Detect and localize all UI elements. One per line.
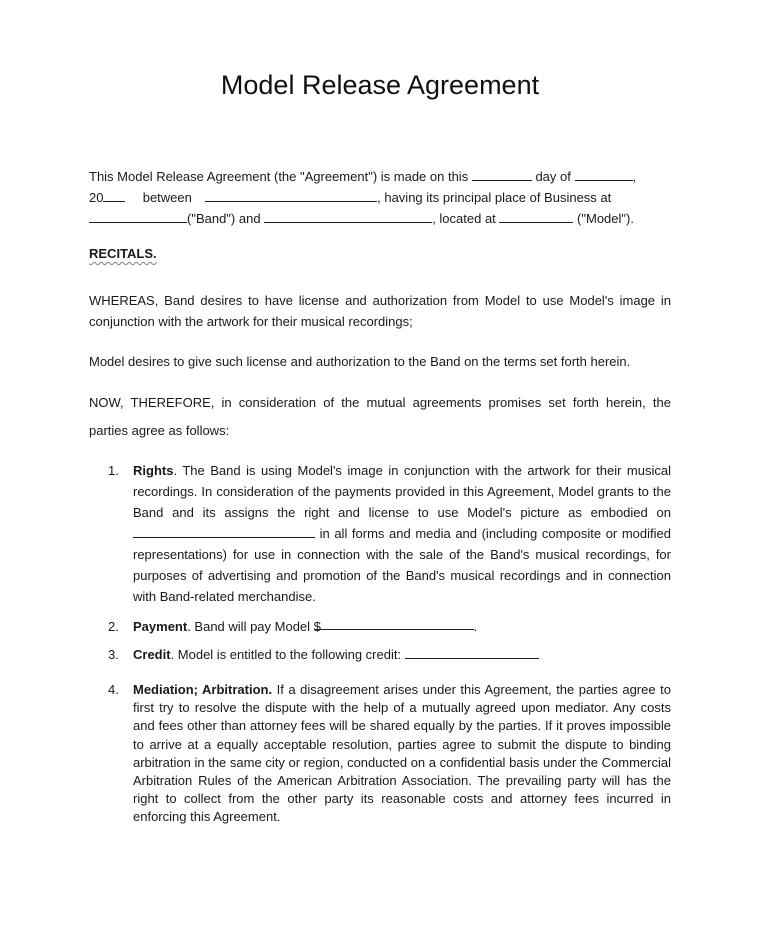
currency-symbol: $ bbox=[313, 619, 321, 634]
model-name-blank[interactable] bbox=[264, 209, 432, 223]
item-text-continued: in all forms and media and (including composite or modified representations) for use in connection with the sale of the Band's musical recordings, for purposes of advertising and promotion of the Band's musical recordings and in connection with Band-related merchandise. bbox=[133, 526, 671, 604]
item-text: . The Band is using Model's image in conjunction with the artwork for their musical recordings. In consideration of the payments provided in this Agreement, Model grants to the Band and its assigns the right and license to use Model's picture as embodied on bbox=[133, 463, 671, 520]
credit-blank[interactable] bbox=[405, 645, 539, 659]
payment-amount-blank[interactable] bbox=[313, 616, 474, 634]
model-address-blank[interactable] bbox=[499, 209, 573, 223]
intro-text-principal: , having its principal place of Business at bbox=[377, 190, 612, 205]
embodied-on-blank[interactable] bbox=[133, 524, 315, 538]
intro-text-band: ("Band") and bbox=[187, 211, 261, 226]
list-item-rights bbox=[108, 460, 671, 607]
item-heading: Payment bbox=[133, 619, 188, 634]
list-item-credit bbox=[108, 644, 671, 665]
intro-text-located: , located at bbox=[432, 211, 496, 226]
date-month-blank[interactable] bbox=[575, 167, 633, 181]
item-heading: Credit bbox=[133, 647, 171, 662]
now-therefore-paragraph: NOW, THEREFORE, in consideration of the mutual agreements promises set forth herein, the parties agree as follows: bbox=[89, 395, 671, 438]
recitals-heading: RECITALS. bbox=[89, 246, 157, 261]
whereas-paragraph: WHEREAS, Band desires to have license and authorization from Model to use Model's image in conjunction with the artwork for their musical recordings; bbox=[89, 293, 671, 329]
item-text-end: . bbox=[473, 619, 478, 634]
item-text: . Band will pay Model bbox=[187, 619, 311, 634]
item-heading: Rights bbox=[133, 463, 174, 478]
item-text: If a disagreement arises under this Agreement, the parties agree to first try to resolve the dispute with the help of a mutually agreed upon mediator. Any costs and fees other than attorney fees will be shared equally by the parties. If it proves impossible to arrive at a equally acceptable resolution, parties agree to submit the dispute to binding arbitration in the same city or region, conducted on a confidential basis under the Commercial Arbitration Rules of the American Arbitration Association. The prevailing party will has the right to collect from the other party its reasonable costs and attorney fees incurred in enforcing this Agreement. bbox=[133, 682, 671, 825]
intro-paragraph bbox=[89, 166, 671, 229]
intro-text-between: between bbox=[142, 190, 192, 205]
list-number: 2. bbox=[108, 619, 119, 634]
band-address-blank[interactable] bbox=[89, 209, 187, 223]
date-day-blank[interactable] bbox=[472, 167, 532, 181]
intro-text-model: ("Model"). bbox=[577, 211, 634, 226]
intro-text-2: day of bbox=[535, 169, 571, 184]
model-desires-paragraph: Model desires to give such license and authorization to the Band on the terms set forth herein. bbox=[89, 354, 631, 369]
list-number: 3. bbox=[108, 647, 119, 662]
intro-text-1: This Model Release Agreement (the "Agreement") is made on this bbox=[89, 169, 469, 184]
document-title: Model Release Agreement bbox=[220, 70, 540, 100]
band-name-blank[interactable] bbox=[205, 188, 377, 202]
list-number: 1. bbox=[108, 463, 119, 478]
intro-year-prefix: 20 bbox=[89, 190, 104, 205]
list-item-mediation bbox=[108, 681, 671, 827]
item-text: . Model is entitled to the following credit: bbox=[170, 647, 402, 662]
item-heading: Mediation; Arbitration. bbox=[133, 682, 273, 697]
list-item-payment bbox=[108, 616, 671, 637]
list-number: 4. bbox=[108, 682, 119, 697]
intro-text-3: , bbox=[632, 169, 637, 184]
date-year-blank[interactable] bbox=[103, 188, 125, 202]
